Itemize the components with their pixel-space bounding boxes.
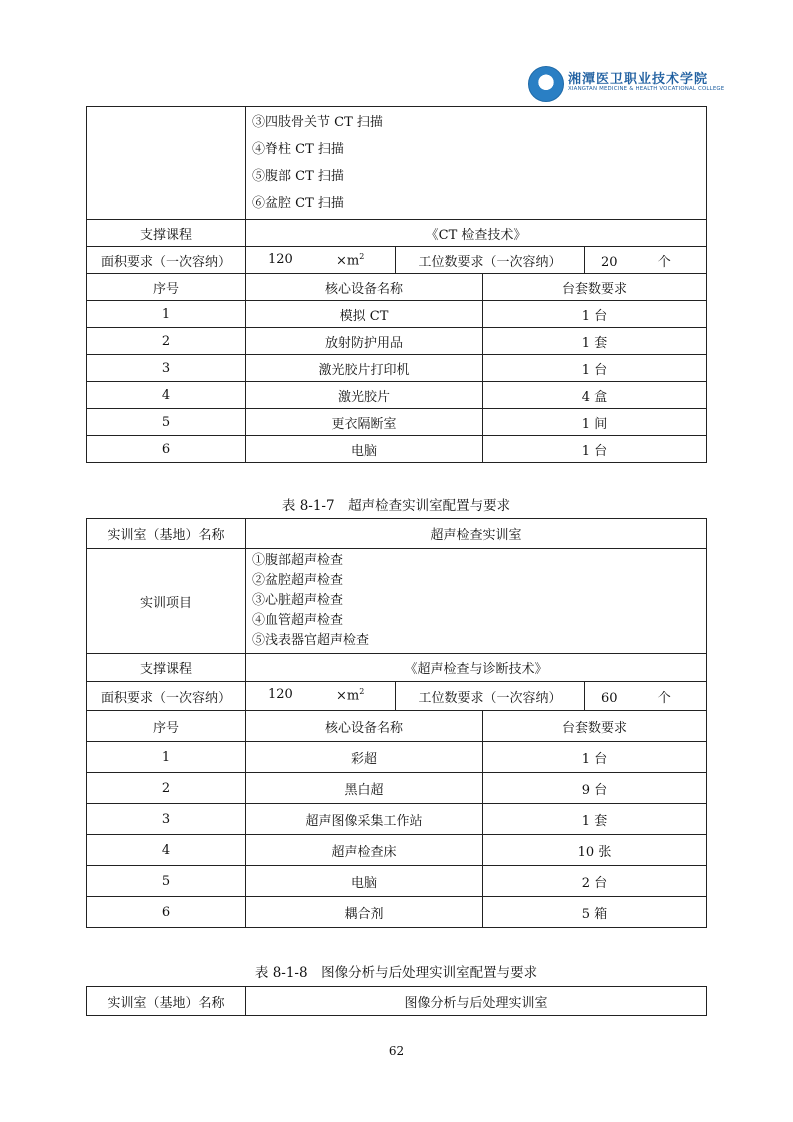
- row-index: 6: [87, 436, 246, 463]
- equipment-name: 激光胶片: [246, 382, 483, 409]
- stations-label: 工位数要求（一次容纳）: [396, 682, 585, 711]
- equipment-quantity: 5 箱: [483, 897, 707, 928]
- equipment-name: 模拟 CT: [246, 301, 483, 328]
- college-logo: [528, 66, 725, 102]
- area-value-cell: [246, 247, 396, 274]
- row-index: 3: [87, 804, 246, 835]
- table-row: [87, 355, 707, 382]
- column-header: 台套数要求: [483, 711, 707, 742]
- equipment-name: 电脑: [246, 866, 483, 897]
- equipment-name: 耦合剂: [246, 897, 483, 928]
- equipment-name: 超声图像采集工作站: [246, 804, 483, 835]
- equipment-quantity: 1 台: [483, 301, 707, 328]
- equipment-quantity: 4 盒: [483, 382, 707, 409]
- equipment-quantity: 9 台: [483, 773, 707, 804]
- training-item: ⑤浅表器官超声检查: [252, 633, 370, 648]
- training-item: ③心脏超声检查: [252, 593, 344, 608]
- equipment-name: 超声检查床: [246, 835, 483, 866]
- stations-value-cell: [585, 682, 707, 711]
- column-header: 核心设备名称: [246, 274, 483, 301]
- row-index: 2: [87, 328, 246, 355]
- logo-chinese-name: 湘潭医卫职业技术学院: [568, 72, 709, 87]
- equipment-name: 黑白超: [246, 773, 483, 804]
- training-item: ②盆腔超声检查: [252, 573, 344, 588]
- row-index: 4: [87, 382, 246, 409]
- equipment-quantity: 10 张: [483, 835, 707, 866]
- row-index: 5: [87, 866, 246, 897]
- equipment-quantity: 1 台: [483, 355, 707, 382]
- room-label: 实训室（基地）名称: [87, 987, 246, 1016]
- area-unit: $\times m^2$: [336, 252, 365, 269]
- training-item: ①腹部超声检查: [252, 553, 344, 568]
- equipment-quantity: 1 套: [483, 804, 707, 835]
- area-value: 120: [268, 687, 293, 702]
- area-label: 面积要求（一次容纳）: [87, 682, 246, 711]
- row-index: 5: [87, 409, 246, 436]
- column-header: 核心设备名称: [246, 711, 483, 742]
- area-value: 120: [268, 252, 293, 267]
- stations-label: 工位数要求（一次容纳）: [396, 247, 585, 274]
- row-index: 4: [87, 835, 246, 866]
- equipment-name: 激光胶片打印机: [246, 355, 483, 382]
- row-index: 2: [87, 773, 246, 804]
- table-row: [87, 866, 707, 897]
- equipment-quantity: 1 套: [483, 328, 707, 355]
- table-row: [87, 742, 707, 773]
- ultrasound-lab-table: [86, 518, 707, 928]
- table-row: [87, 835, 707, 866]
- table-row: [87, 804, 707, 835]
- column-header: 序号: [87, 711, 246, 742]
- area-label: 面积要求（一次容纳）: [87, 247, 246, 274]
- table-row: [87, 382, 707, 409]
- page-number: 62: [388, 1044, 405, 1058]
- row-index: 1: [87, 301, 246, 328]
- table-row: [87, 301, 707, 328]
- column-header: 台套数要求: [483, 274, 707, 301]
- equipment-name: 电脑: [246, 436, 483, 463]
- table-row: [87, 773, 707, 804]
- course-name: 《超声检查与诊断技术》: [246, 654, 707, 682]
- training-item: ④血管超声检查: [252, 613, 344, 628]
- stations-value-cell: [585, 247, 707, 274]
- table-caption: 表 8-1-8 图像分析与后处理实训室配置与要求: [254, 965, 538, 981]
- row-index: 3: [87, 355, 246, 382]
- training-items: [246, 549, 707, 654]
- items-label-cell: [87, 107, 246, 220]
- stations-value: 20: [601, 254, 618, 270]
- equipment-name: 放射防护用品: [246, 328, 483, 355]
- room-label: 实训室（基地）名称: [87, 519, 246, 549]
- equipment-quantity: 1 间: [483, 409, 707, 436]
- ct-lab-table: [86, 106, 707, 463]
- room-name: 图像分析与后处理实训室: [246, 987, 707, 1016]
- stations-unit: 个: [657, 690, 671, 706]
- table-row: [87, 897, 707, 928]
- table-caption: 表 8-1-7 超声检查实训室配置与要求: [281, 498, 511, 514]
- equipment-quantity: 2 台: [483, 866, 707, 897]
- table-row: [87, 409, 707, 436]
- room-name: 超声检查实训室: [246, 519, 707, 549]
- image-analysis-lab-table: [86, 986, 707, 1016]
- training-items: [246, 107, 707, 220]
- training-item: ⑥盆腔 CT 扫描: [252, 196, 344, 211]
- equipment-quantity: 1 台: [483, 436, 707, 463]
- training-item: ④脊柱 CT 扫描: [252, 142, 344, 157]
- logo-english-name: XIANGTAN MEDICINE & HEALTH VOCATIONAL COLLEGE: [568, 86, 725, 92]
- training-item: ⑤腹部 CT 扫描: [252, 169, 344, 184]
- training-item: ③四肢骨关节 CT 扫描: [252, 115, 383, 130]
- table-row: [87, 328, 707, 355]
- equipment-quantity: 1 台: [483, 742, 707, 773]
- stations-value: 60: [601, 690, 618, 706]
- row-index: 6: [87, 897, 246, 928]
- stations-unit: 个: [657, 254, 671, 270]
- course-name: 《CT 检查技术》: [246, 220, 707, 247]
- equipment-name: 更衣隔断室: [246, 409, 483, 436]
- college-emblem-icon: [528, 66, 564, 102]
- course-label: 支撑课程: [87, 220, 246, 247]
- area-value-cell: [246, 682, 396, 711]
- table-row: [87, 436, 707, 463]
- area-unit: $\times m^2$: [336, 687, 365, 704]
- course-label: 支撑课程: [87, 654, 246, 682]
- column-header: 序号: [87, 274, 246, 301]
- equipment-name: 彩超: [246, 742, 483, 773]
- row-index: 1: [87, 742, 246, 773]
- items-label: 实训项目: [87, 549, 246, 654]
